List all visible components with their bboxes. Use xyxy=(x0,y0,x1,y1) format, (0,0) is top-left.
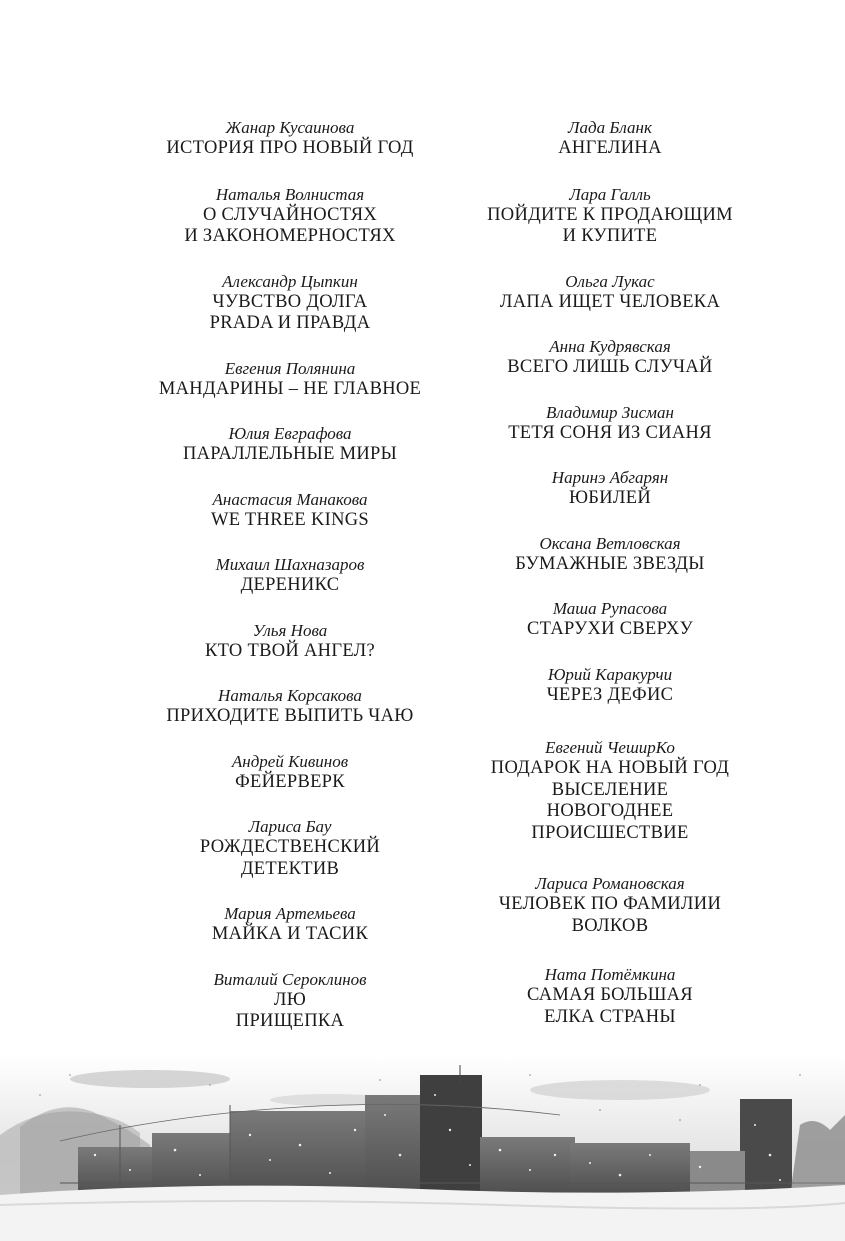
entry-title[interactable]: ПАРАЛЛЕЛЬНЫЕ МИРЫ xyxy=(182,444,398,464)
entry-author: Лариса Бау xyxy=(248,817,332,836)
entry-author: Маша Рупасова xyxy=(552,599,668,618)
entry-title[interactable]: ПОДАРОК НА НОВЫЙ ГОД xyxy=(490,758,730,778)
entry-title[interactable]: ЧЕРЕЗ ДЕФИС xyxy=(546,684,674,705)
entry-title[interactable]: И ЗАКОНОМЕРНОСТЯХ xyxy=(184,226,396,246)
entry-title[interactable]: ФЕЙЕРВЕРК xyxy=(235,771,345,792)
toc-entry xyxy=(440,337,780,379)
toc-entry xyxy=(440,665,780,707)
entry-author: Анастасия Манакова xyxy=(212,489,368,509)
toc-entry xyxy=(120,752,460,794)
entry-title[interactable]: ПРИЩЕПКА xyxy=(235,1011,345,1031)
entry-title[interactable]: ПРОИСШЕСТВИЕ xyxy=(531,822,689,843)
entry-author: Наринэ Абгарян xyxy=(551,468,669,487)
entry-author: Лариса Романовская xyxy=(535,874,685,893)
toc-entry xyxy=(440,185,780,248)
entry-author: Оксана Ветловская xyxy=(539,533,681,553)
entry-title[interactable]: PRADA И ПРАВДА xyxy=(209,313,371,333)
entry-author: Лада Бланк xyxy=(568,118,652,137)
entry-title[interactable]: СТАРУХИ СВЕРХУ xyxy=(527,619,693,639)
entry-author: Андрей Кивинов xyxy=(231,751,349,771)
toc-entry xyxy=(440,738,780,844)
entry-title[interactable]: ЧЕЛОВЕК ПО ФАМИЛИИ xyxy=(498,894,722,914)
winter-cityscape-illustration xyxy=(0,1055,845,1241)
entry-title[interactable]: ВСЕГО ЛИШЬ СЛУЧАЙ xyxy=(507,357,713,377)
entry-title[interactable]: WE THREE KINGS xyxy=(210,509,369,530)
entry-title[interactable]: ПРИХОДИТЕ ВЫПИТЬ ЧАЮ xyxy=(166,706,414,726)
entry-title[interactable]: РОЖДЕСТВЕНСКИЙ xyxy=(199,837,381,857)
toc-entry xyxy=(440,874,780,937)
entry-title[interactable]: БУМАЖНЫЕ ЗВЕЗДЫ xyxy=(515,553,705,574)
toc-entry xyxy=(440,118,780,160)
toc-entry xyxy=(440,534,780,576)
entry-title[interactable]: ЮБИЛЕЙ xyxy=(568,488,651,508)
entry-title[interactable]: И КУПИТЕ xyxy=(562,226,658,246)
toc-entry xyxy=(120,490,460,532)
entry-author: Наталья Волнистая xyxy=(215,184,365,204)
entry-author: Мария Артемьева xyxy=(224,904,356,923)
entry-title[interactable]: ВОЛКОВ xyxy=(571,915,649,936)
toc-entry xyxy=(120,555,460,597)
entry-title[interactable]: МАНДАРИНЫ – НЕ ГЛАВНОЕ xyxy=(158,378,422,399)
toc-entry xyxy=(440,599,780,641)
toc-entry xyxy=(120,817,460,880)
entry-author: Юлия Евграфова xyxy=(228,424,352,443)
entry-author: Наталья Корсакова xyxy=(218,686,362,705)
entry-title[interactable]: МАЙКА И ТАСИК xyxy=(211,924,369,944)
entry-author: Евгения Полянина xyxy=(224,358,356,378)
toc-entry xyxy=(120,118,460,160)
entry-title[interactable]: ЛЮ xyxy=(273,989,307,1010)
entry-title[interactable]: ВЫСЕЛЕНИЕ xyxy=(551,779,669,800)
toc-entry xyxy=(120,970,460,1033)
toc-entry xyxy=(440,965,780,1028)
entry-title[interactable]: КТО ТВОЙ АНГЕЛ? xyxy=(204,640,376,661)
entry-author: Ната Потёмкина xyxy=(544,965,676,984)
toc-entry xyxy=(120,904,460,946)
toc-entry xyxy=(120,424,460,466)
entry-title[interactable]: ИСТОРИЯ ПРО НОВЫЙ ГОД xyxy=(166,138,414,158)
entry-author: Улья Нова xyxy=(252,620,328,640)
entry-author: Юрий Каракурчи xyxy=(547,664,673,684)
toc-entry xyxy=(120,686,460,728)
toc-entry xyxy=(440,403,780,445)
entry-author: Виталий Сероклинов xyxy=(213,969,367,989)
entry-title[interactable]: ЧУВСТВО ДОЛГА xyxy=(212,291,368,312)
entry-author: Владимир Зисман xyxy=(546,402,674,422)
toc-entry xyxy=(440,468,780,510)
entry-title[interactable]: НОВОГОДНЕЕ xyxy=(546,801,674,821)
toc-entry xyxy=(120,185,460,248)
toc-left-column xyxy=(120,118,460,1033)
toc-entry xyxy=(120,359,460,401)
entry-title[interactable]: ПОЙДИТЕ К ПРОДАЮЩИМ xyxy=(487,204,733,225)
entry-author: Михаил Шахназаров xyxy=(215,555,365,574)
entry-title[interactable]: ЛАПА ИЩЕТ ЧЕЛОВЕКА xyxy=(499,291,721,312)
entry-author: Ольга Лукас xyxy=(565,271,655,291)
entry-author: Александр Цыпкин xyxy=(222,271,358,291)
toc-entry xyxy=(120,272,460,335)
entry-author: Анна Кудрявская xyxy=(549,337,671,356)
entry-author: Лара Галль xyxy=(569,184,651,204)
entry-title[interactable]: О СЛУЧАЙНОСТЯХ xyxy=(202,204,378,225)
entry-author: Евгений ЧеширКо xyxy=(545,738,675,757)
entry-title[interactable]: ДЕТЕКТИВ xyxy=(240,858,340,879)
entry-title[interactable]: ЕЛКА СТРАНЫ xyxy=(544,1006,676,1027)
entry-title[interactable]: САМАЯ БОЛЬШАЯ xyxy=(527,985,693,1005)
toc-entry xyxy=(120,621,460,663)
entry-title[interactable]: ТЕТЯ СОНЯ ИЗ СИАНЯ xyxy=(508,422,712,443)
entry-author: Жанар Кусаинова xyxy=(225,118,355,137)
toc-entry xyxy=(440,272,780,314)
entry-title[interactable]: ДЕРЕНИКС xyxy=(240,575,340,595)
entry-title[interactable]: АНГЕЛИНА xyxy=(558,138,662,158)
toc-right-column xyxy=(440,118,780,1028)
